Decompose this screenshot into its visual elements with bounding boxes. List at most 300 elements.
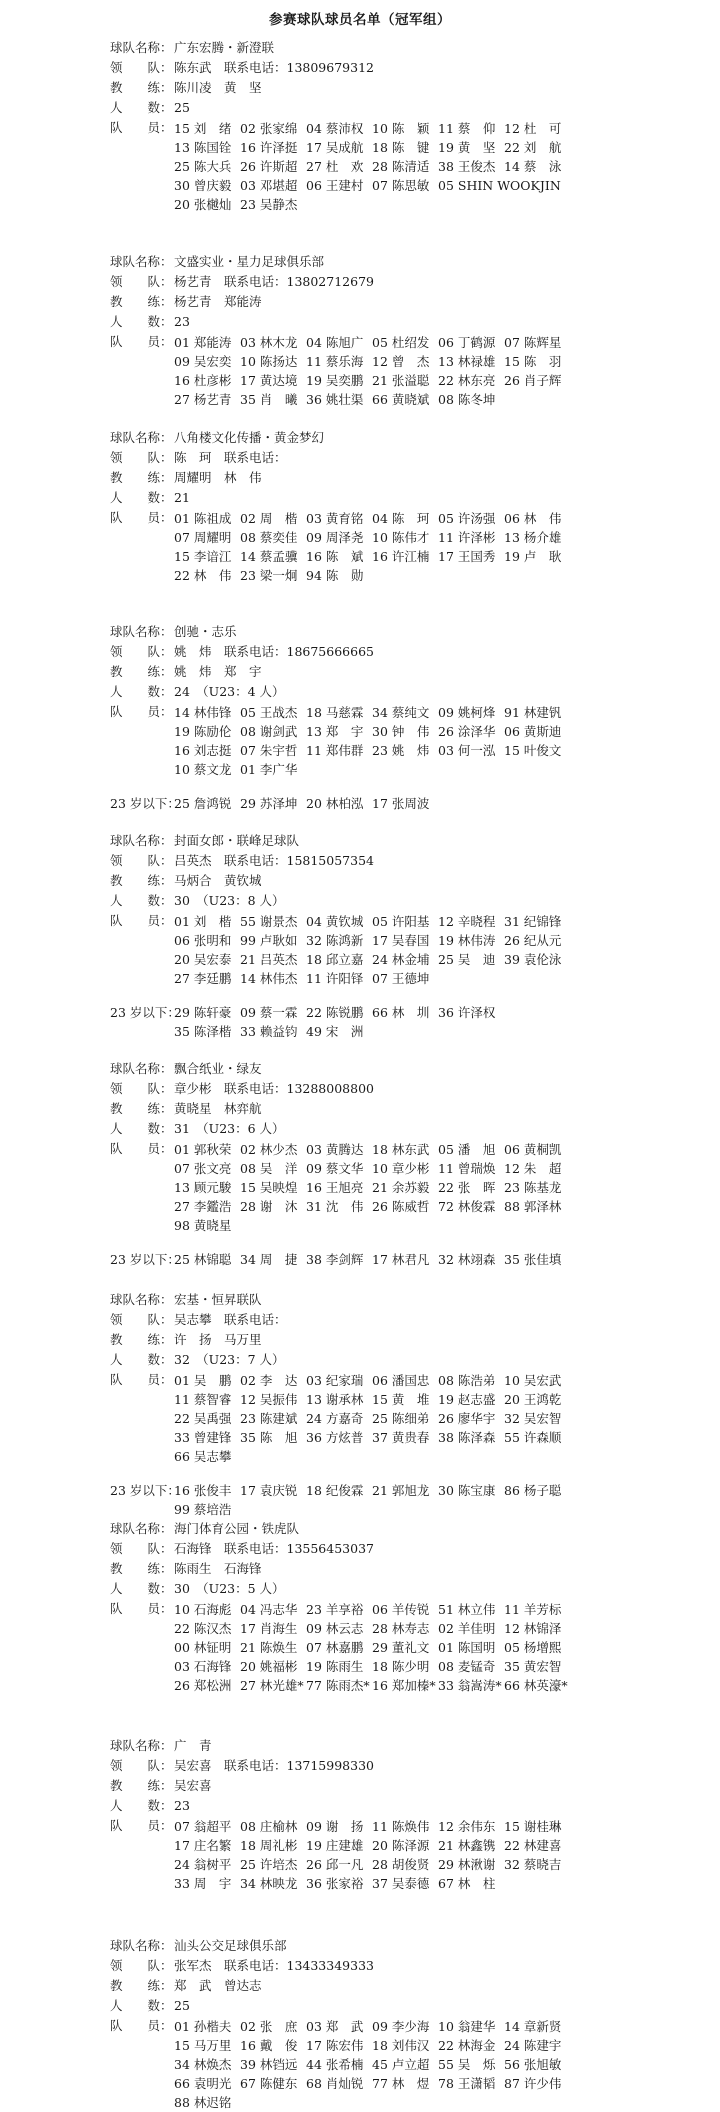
player-name: 35 黄宏智: [504, 1658, 562, 1674]
player-name: 44 张希楠: [306, 2056, 364, 2072]
player-row: [174, 138, 714, 157]
player-name: 55 吴 烁: [438, 2056, 496, 2072]
team-leader: 张军杰 联系电话：13433349333: [174, 1958, 374, 1973]
player-name: 17 吴春国: [372, 932, 430, 948]
player-row: [174, 703, 714, 722]
player-name: 20 林柏泓: [306, 796, 364, 811]
player-name: 21 余苏毅: [372, 1179, 430, 1195]
player-name: 10 陈 颖: [372, 120, 430, 136]
player-name: 20 吴宏泰: [174, 951, 232, 967]
player-name: 27 李鑑浩: [174, 1198, 232, 1214]
field-label: 教 练：: [110, 873, 173, 888]
u23-row: [110, 1500, 714, 1519]
players-label: 队 员：: [110, 1601, 173, 1616]
player-name: 19 庄建雄: [306, 1837, 364, 1853]
player-name: 03 郑 武: [306, 2018, 364, 2034]
player-name: 35 肖 曦: [240, 391, 298, 407]
team-name: 宏基・恒昇联队: [174, 1292, 262, 1307]
team-count: 24 （U23：4 人）: [174, 684, 285, 699]
player-name: 26 涂泽华: [438, 723, 496, 739]
player-name: 14 章新贤: [504, 2018, 562, 2034]
player-name: 98 黄晓星: [174, 1217, 232, 1233]
player-name: 08 吴 洋: [240, 1160, 298, 1176]
field-label: 人 数：: [110, 1798, 173, 1813]
team-leader-row: [110, 58, 374, 78]
player-list: [174, 1600, 714, 1695]
player-row: [174, 1159, 714, 1178]
player-name: 01 陈祖成: [174, 510, 232, 526]
player-name: 03 邓堪超: [240, 177, 298, 193]
player-name: 06 王建村: [306, 177, 364, 193]
player-name: 25 许培杰: [240, 1856, 298, 1872]
player-name: 27 杨艺青: [174, 391, 232, 407]
player-name: 29 董礼文: [372, 1639, 430, 1655]
player-name: 15 李谙江: [174, 548, 232, 564]
team-name-row: [110, 831, 299, 851]
player-name: 08 陈冬坤: [438, 391, 496, 407]
player-row: [174, 2036, 714, 2055]
player-name: 04 黄钦城: [306, 913, 364, 929]
player-name: 05 SHIN WOOKJIN: [438, 177, 561, 193]
player-list: [174, 2017, 714, 2112]
field-label: 领 队：: [110, 644, 173, 659]
player-name: 28 陈清适: [372, 158, 430, 174]
u23-row: [110, 1250, 714, 1269]
player-name: 99 蔡培浩: [174, 1502, 232, 1517]
player-name: 28 林寿志: [372, 1620, 430, 1636]
player-row: [174, 969, 714, 988]
u23-row: [110, 1481, 714, 1500]
player-name: 17 袁庆锐: [240, 1483, 298, 1498]
field-label: 教 练：: [110, 1978, 173, 1993]
player-name: 11 许阳铎: [306, 970, 364, 986]
player-row: [174, 2017, 714, 2036]
field-label: 球队名称：: [110, 833, 173, 848]
field-label: 球队名称：: [110, 624, 173, 639]
player-name: 77 林 煜: [372, 2075, 430, 2091]
team-count-row: [110, 1350, 285, 1370]
player-name: 28 谢 沐: [240, 1198, 298, 1214]
player-name: 10 石海彪: [174, 1601, 232, 1617]
team-name: 八角楼文化传播・黄金梦幻: [174, 430, 325, 445]
player-name: 66 林 圳: [372, 1005, 430, 1020]
players-label: 队 员：: [110, 1818, 173, 1833]
field-label: 教 练：: [110, 664, 173, 679]
players-label: 队 员：: [110, 1372, 173, 1387]
player-row: [174, 1817, 714, 1836]
player-name: 07 朱宇哲: [240, 742, 298, 758]
player-name: 87 许少伟: [504, 2075, 562, 2091]
player-list: [174, 119, 714, 214]
player-name: 19 赵志盛: [438, 1391, 496, 1407]
player-name: 02 张 庶: [240, 2018, 298, 2034]
field-label: 人 数：: [110, 1581, 173, 1596]
player-name: 66 袁明光: [174, 2075, 232, 2091]
player-name: 01 郭秋荣: [174, 1141, 232, 1157]
player-name: 25 陈大兵: [174, 158, 232, 174]
player-name: 45 卢立超: [372, 2056, 430, 2072]
team-leader: 陈东武 联系电话：13809679312: [174, 60, 374, 75]
player-name: 03 黄腾达: [306, 1141, 364, 1157]
player-name: 91 林建钒: [504, 704, 562, 720]
player-name: 22 林 伟: [174, 567, 232, 583]
team-coach-row: [110, 1099, 262, 1119]
team-leader-row: [110, 1956, 374, 1976]
player-name: 11 蔡乐海: [306, 353, 364, 369]
player-name: 66 黄晓斌: [372, 391, 430, 407]
player-row: [174, 1600, 714, 1619]
player-name: 17 庄名繁: [174, 1837, 232, 1853]
player-name: 04 陈 珂: [372, 510, 430, 526]
player-name: 27 李廷鹏: [174, 970, 232, 986]
player-name: 34 周 捷: [240, 1252, 298, 1267]
document-title: 参赛球队球员名单（冠军组）: [269, 12, 451, 28]
player-row: [174, 912, 714, 931]
player-name: 18 陈 键: [372, 139, 430, 155]
player-name: 07 陈思敏: [372, 177, 430, 193]
player-list: [174, 912, 714, 988]
player-name: 17 黄达境: [240, 372, 298, 388]
team-count: 30 （U23：5 人）: [174, 1581, 285, 1596]
team-coach-row: [110, 468, 262, 488]
player-name: 16 杜彦彬: [174, 372, 232, 388]
player-name: 23 吴静杰: [240, 196, 298, 212]
player-name: 32 林翊森: [438, 1252, 496, 1267]
player-row: [174, 1676, 714, 1695]
field-label: 领 队：: [110, 1541, 173, 1556]
player-name: 02 羊佳明: [438, 1620, 496, 1636]
player-name: 05 杜绍发: [372, 334, 430, 350]
player-row: [174, 1390, 714, 1409]
player-name: 19 陈励伦: [174, 723, 232, 739]
team-coach: 黄晓星 林弈航: [174, 1101, 262, 1116]
player-name: 55 许森顺: [504, 1429, 562, 1445]
player-name: 04 陈旭广: [306, 334, 364, 350]
player-name: 09 蔡一霖: [240, 1005, 298, 1020]
field-label: 人 数：: [110, 684, 173, 699]
team-count: 23: [174, 314, 190, 329]
player-name: 66 林英濠*: [504, 1677, 568, 1693]
player-row: [174, 1836, 714, 1855]
team-name-row: [110, 1519, 299, 1539]
player-name: 10 翁建华: [438, 2018, 496, 2034]
player-name: 29 林湫谢: [438, 1856, 496, 1872]
player-row: [174, 119, 714, 138]
player-name: 38 陈泽森: [438, 1429, 496, 1445]
players-label: 队 员：: [110, 2018, 173, 2033]
player-name: 22 吴禹强: [174, 1410, 232, 1426]
player-name: 51 林立伟: [438, 1601, 496, 1617]
player-name: 18 刘伟汉: [372, 2037, 430, 2053]
player-name: 21 吕英杰: [240, 951, 298, 967]
player-list: [174, 1140, 714, 1235]
player-name: 11 曾瑞焕: [438, 1160, 496, 1176]
team-leader: 吴宏喜 联系电话：13715998330: [174, 1758, 374, 1773]
player-name: 18 马慈霖: [306, 704, 364, 720]
team-count: 31 （U23：6 人）: [174, 1121, 285, 1136]
player-name: 23 陈基龙: [504, 1179, 562, 1195]
player-row: [174, 1874, 714, 1893]
player-row: [174, 390, 714, 409]
player-name: 26 邱一凡: [306, 1856, 364, 1872]
player-name: 34 林映龙: [240, 1875, 298, 1891]
team-coach-row: [110, 78, 262, 98]
team-name: 创驰・志乐: [174, 624, 237, 639]
player-name: 31 纪锦锋: [504, 913, 562, 929]
team-coach: 杨艺青 郑能涛: [174, 294, 262, 309]
player-name: 01 孙楷夫: [174, 2018, 232, 2034]
player-name: 08 蔡奕佳: [240, 529, 298, 545]
player-name: 15 叶俊文: [504, 742, 562, 758]
player-name: 78 王潇韬: [438, 2075, 496, 2091]
player-name: 16 戴 俊: [240, 2037, 298, 2053]
player-name: 14 蔡 泳: [504, 158, 562, 174]
player-name: 17 张周波: [372, 796, 430, 811]
team-count: 25: [174, 1998, 190, 2013]
player-row: [174, 566, 714, 585]
team-name-row: [110, 1059, 262, 1079]
player-list: [174, 509, 714, 585]
player-name: 26 郑松洲: [174, 1677, 232, 1693]
player-name: 13 林禄雄: [438, 353, 496, 369]
player-name: 10 陈伟才: [372, 529, 430, 545]
player-name: 30 曾庆毅: [174, 177, 232, 193]
team-count: 25: [174, 100, 190, 115]
team-count-row: [110, 1996, 190, 2016]
player-name: 21 陈焕生: [240, 1639, 298, 1655]
u23-row: [110, 1022, 714, 1041]
player-name: 06 张明和: [174, 932, 232, 948]
player-row: [174, 722, 714, 741]
player-name: 22 林建喜: [504, 1837, 562, 1853]
player-name: 05 潘 旭: [438, 1141, 496, 1157]
u23-section: [110, 1250, 714, 1269]
player-name: 33 周 宇: [174, 1875, 232, 1891]
player-name: 38 李剑辉: [306, 1252, 364, 1267]
player-name: 19 黄 坚: [438, 139, 496, 155]
player-name: 20 张樾灿: [174, 196, 232, 212]
player-name: 07 张文亮: [174, 1160, 232, 1176]
field-label: 人 数：: [110, 1352, 173, 1367]
player-name: 11 蔡智睿: [174, 1391, 232, 1407]
player-name: 09 李少海: [372, 2018, 430, 2034]
players-label: 队 员：: [110, 334, 173, 349]
player-row: [174, 1855, 714, 1874]
u23-label: 23 岁以下：: [110, 1483, 180, 1498]
player-name: 39 袁伦泳: [504, 951, 562, 967]
player-name: 02 周 楷: [240, 510, 298, 526]
player-name: 36 许泽权: [438, 1005, 496, 1020]
player-name: 36 张家裕: [306, 1875, 364, 1891]
player-name: 24 陈建宇: [504, 2037, 562, 2053]
player-name: 24 林金埔: [372, 951, 430, 967]
player-name: 06 羊传锐: [372, 1601, 430, 1617]
team-coach-row: [110, 292, 262, 312]
player-name: 13 杨介雄: [504, 529, 562, 545]
u23-section: [110, 1481, 714, 1519]
player-name: 07 陈辉星: [504, 334, 562, 350]
field-label: 领 队：: [110, 853, 173, 868]
player-list: [174, 1817, 714, 1893]
team-coach-row: [110, 871, 262, 891]
player-name: 17 吴成航: [306, 139, 364, 155]
player-name: 27 杜 欢: [306, 158, 364, 174]
player-name: 16 王旭亮: [306, 1179, 364, 1195]
player-row: [174, 950, 714, 969]
player-name: 16 许泽挺: [240, 139, 298, 155]
team-count: 30 （U23：8 人）: [174, 893, 285, 908]
player-name: 22 刘 航: [504, 139, 562, 155]
team-name: 文盛实业・星力足球俱乐部: [174, 254, 325, 269]
player-name: 29 陈轩豪: [174, 1005, 232, 1020]
player-row: [174, 1216, 714, 1235]
player-name: 38 王俊杰: [438, 158, 496, 174]
team-count-row: [110, 312, 190, 332]
field-label: 领 队：: [110, 1958, 173, 1973]
team-coach-row: [110, 662, 262, 682]
player-list: [174, 1371, 714, 1466]
player-name: 11 许泽彬: [438, 529, 496, 545]
field-label: 人 数：: [110, 1121, 173, 1136]
player-name: 34 蔡纯文: [372, 704, 430, 720]
player-name: 12 杜 可: [504, 120, 562, 136]
team-coach: 周耀明 林 伟: [174, 470, 262, 485]
player-row: [174, 1638, 714, 1657]
team-leader: 姚 炜 联系电话：18675666665: [174, 644, 374, 659]
player-name: 49 宋 洲: [306, 1024, 364, 1039]
player-name: 34 林焕杰: [174, 2056, 232, 2072]
player-row: [174, 1409, 714, 1428]
team-leader: 章少彬 联系电话：13288008800: [174, 1081, 374, 1096]
field-label: 球队名称：: [110, 1292, 173, 1307]
team-leader: 陈 珂 联系电话：: [174, 450, 287, 465]
players-label: 队 员：: [110, 120, 173, 135]
player-name: 12 林锦泽: [504, 1620, 562, 1636]
team-coach: 姚 炜 郑 宇: [174, 664, 262, 679]
player-row: [174, 547, 714, 566]
player-name: 35 张佳填: [504, 1252, 562, 1267]
field-label: 球队名称：: [110, 1521, 173, 1536]
team-count: 23: [174, 1798, 190, 1813]
field-label: 领 队：: [110, 1312, 173, 1327]
team-count-row: [110, 1579, 285, 1599]
player-name: 14 林伟锋: [174, 704, 232, 720]
player-name: 25 詹鸿锐: [174, 796, 232, 811]
field-label: 人 数：: [110, 314, 173, 329]
team-leader-row: [110, 1310, 287, 1330]
field-label: 领 队：: [110, 1081, 173, 1096]
player-name: 13 陈国铨: [174, 139, 232, 155]
player-row: [174, 2055, 714, 2074]
player-name: 18 周礼彬: [240, 1837, 298, 1853]
player-row: [174, 157, 714, 176]
player-name: 03 何一泓: [438, 742, 496, 758]
player-name: 12 余伟东: [438, 1818, 496, 1834]
team-count-row: [110, 891, 285, 911]
team-count-row: [110, 682, 285, 702]
player-row: [174, 1371, 714, 1390]
player-name: 30 钟 伟: [372, 723, 430, 739]
team-name: 飘合纸业・绿友: [174, 1061, 262, 1076]
team-coach: 陈川凌 黄 坚: [174, 80, 262, 95]
player-name: 99 卢耿如: [240, 932, 298, 948]
field-label: 教 练：: [110, 294, 173, 309]
field-label: 教 练：: [110, 80, 173, 95]
player-name: 67 林 柱: [438, 1875, 496, 1891]
team-coach: 许 扬 马万里: [174, 1332, 262, 1347]
player-name: 22 陈锐鹏: [306, 1005, 364, 1020]
player-name: 25 林锦聪: [174, 1252, 232, 1267]
player-name: 10 陈扬达: [240, 353, 298, 369]
player-name: 24 方嘉奇: [306, 1410, 364, 1426]
team-name-row: [110, 38, 274, 58]
team-leader-row: [110, 448, 287, 468]
player-name: 05 王战杰: [240, 704, 298, 720]
field-label: 教 练：: [110, 470, 173, 485]
player-name: 13 谢承林: [306, 1391, 364, 1407]
field-label: 球队名称：: [110, 1938, 173, 1953]
player-name: 22 陈汉杰: [174, 1620, 232, 1636]
player-name: 88 郭泽林: [504, 1198, 562, 1214]
player-name: 10 蔡文龙: [174, 761, 232, 777]
player-row: [174, 371, 714, 390]
player-name: 16 张俊丰: [174, 1483, 232, 1498]
player-name: 32 蔡晓吉: [504, 1856, 562, 1872]
player-name: 19 卢 耿: [504, 548, 562, 564]
team-coach: 吴宏喜: [174, 1778, 212, 1793]
team-name-row: [110, 252, 324, 272]
player-name: 15 谢桂琳: [504, 1818, 562, 1834]
player-row: [174, 741, 714, 760]
team-leader: 吕英杰 联系电话：15815057354: [174, 853, 374, 868]
player-name: 23 姚 炜: [372, 742, 430, 758]
player-name: 33 曾建锋: [174, 1429, 232, 1445]
player-name: 17 林君凡: [372, 1252, 430, 1267]
player-row: [174, 509, 714, 528]
team-name: 海门体育公园・铁虎队: [174, 1521, 300, 1536]
player-name: 32 陈鸿新: [306, 932, 364, 948]
player-name: 36 姚壮渠: [306, 391, 364, 407]
players-label: 队 员：: [110, 510, 173, 525]
player-name: 86 杨子聪: [504, 1483, 562, 1498]
team-leader-row: [110, 272, 374, 292]
team-count-row: [110, 488, 190, 508]
player-name: 26 纪从元: [504, 932, 562, 948]
field-label: 球队名称：: [110, 254, 173, 269]
player-name: 26 陈威哲: [372, 1198, 430, 1214]
player-name: 30 陈宝康: [438, 1483, 496, 1498]
player-name: 06 丁鹤源: [438, 334, 496, 350]
player-name: 01 吴 鹏: [174, 1372, 232, 1388]
player-name: 03 林木龙: [240, 334, 298, 350]
player-name: 08 谢剑武: [240, 723, 298, 739]
player-name: 09 蔡文华: [306, 1160, 364, 1176]
team-leader-row: [110, 1539, 374, 1559]
player-name: 01 陈国明: [438, 1639, 496, 1655]
team-leader: 石海锋 联系电话：13556453037: [174, 1541, 374, 1556]
player-name: 20 王鸿乾: [504, 1391, 562, 1407]
field-label: 教 练：: [110, 1101, 173, 1116]
player-list: [174, 703, 714, 779]
team-coach-row: [110, 1330, 262, 1350]
player-name: 36 方炫普: [306, 1429, 364, 1445]
player-name: 18 陈少明: [372, 1658, 430, 1674]
player-name: 12 吴振伟: [240, 1391, 298, 1407]
player-name: 03 纪家瑞: [306, 1372, 364, 1388]
player-name: 55 谢景杰: [240, 913, 298, 929]
team-count: 32 （U23：7 人）: [174, 1352, 285, 1367]
player-name: 01 刘 楷: [174, 913, 232, 929]
